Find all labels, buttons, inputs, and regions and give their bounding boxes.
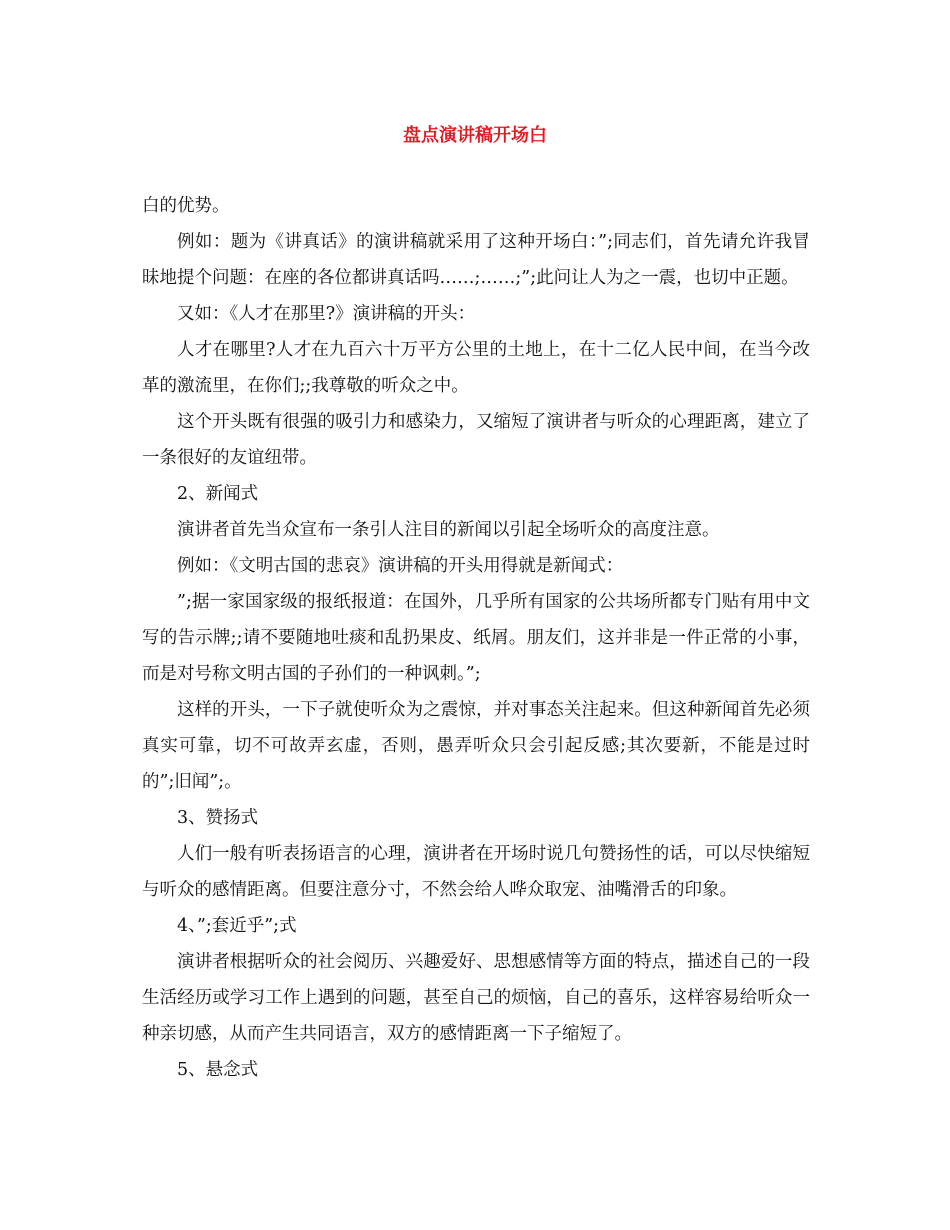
paragraph-news-comment: 这样的开头，一下子就使听众为之震惊，并对事态关注起来。但这种新闻首先必须真实可靠，切不可故弄玄虚，否则，愚弄听众只会引起反感;其次要新，不能是过时的”;旧闻”;。: [142, 700, 810, 792]
document-body: [142, 188, 810, 1088]
paragraph-example-truth: 例如：题为《讲真话》的演讲稿就采用了这种开场白：”;同志们，首先请允许我冒昧地提个问题：在座的各位都讲真话吗……;……;”;此问让人为之一震，也切中正题。: [142, 232, 810, 288]
document-title: 盘点演讲稿开场白: [403, 125, 547, 146]
paragraph-news-desc: 演讲者首先当众宣布一条引人注目的新闻以引起全场听众的高度注意。: [177, 520, 720, 540]
paragraph-example-talent-intro: 又如：《人才在那里?》演讲稿的开头：: [177, 304, 476, 324]
section-heading-familiarity: 4、”;套近乎”;式: [177, 916, 297, 936]
paragraph-praise-desc: 人们一般有听表扬语言的心理，演讲者在开场时说几句赞扬性的话，可以尽快缩短与听众的感情距离。但要注意分寸，不然会给人哗众取宠、油嘴滑舌的印象。: [142, 844, 810, 900]
paragraph-news-example-intro: 例如：《文明古国的悲哀》演讲稿的开头用得就是新闻式：: [177, 556, 624, 576]
paragraph-news-quote: ”;据一家国家级的报纸报道：在国外，几乎所有国家的公共场所都专门贴有用中文写的告示牌;;请不要随地吐痰和乱扔果皮、纸屑。朋友们，这并非是一件正常的小事，而是对号称文明古国的子孙们的一种讽刺。”;: [142, 592, 810, 684]
section-heading-suspense: 5、悬念式: [177, 1060, 259, 1080]
paragraph-talent-comment: 这个开头既有很强的吸引力和感染力，又缩短了演讲者与听众的心理距离，建立了一条很好的友谊纽带。: [142, 412, 810, 468]
paragraph-familiarity-desc: 演讲者根据听众的社会阅历、兴趣爱好、思想感情等方面的特点，描述自己的一段生活经历或学习工作上遇到的问题，甚至自己的烦恼，自己的喜乐，这样容易给听众一种亲切感，从而产生共同语言，双方的感情距离一下子缩短了。: [142, 952, 810, 1044]
section-heading-news: 2、新闻式: [177, 484, 259, 504]
paragraph-continuation: 白的优势。: [142, 196, 230, 216]
paragraph-talent-quote: 人才在哪里?人才在九百六十万平方公里的土地上，在十二亿人民中间，在当今改革的激流里，在你们;;我尊敬的听众之中。: [142, 340, 810, 396]
section-heading-praise: 3、赞扬式: [177, 808, 259, 828]
